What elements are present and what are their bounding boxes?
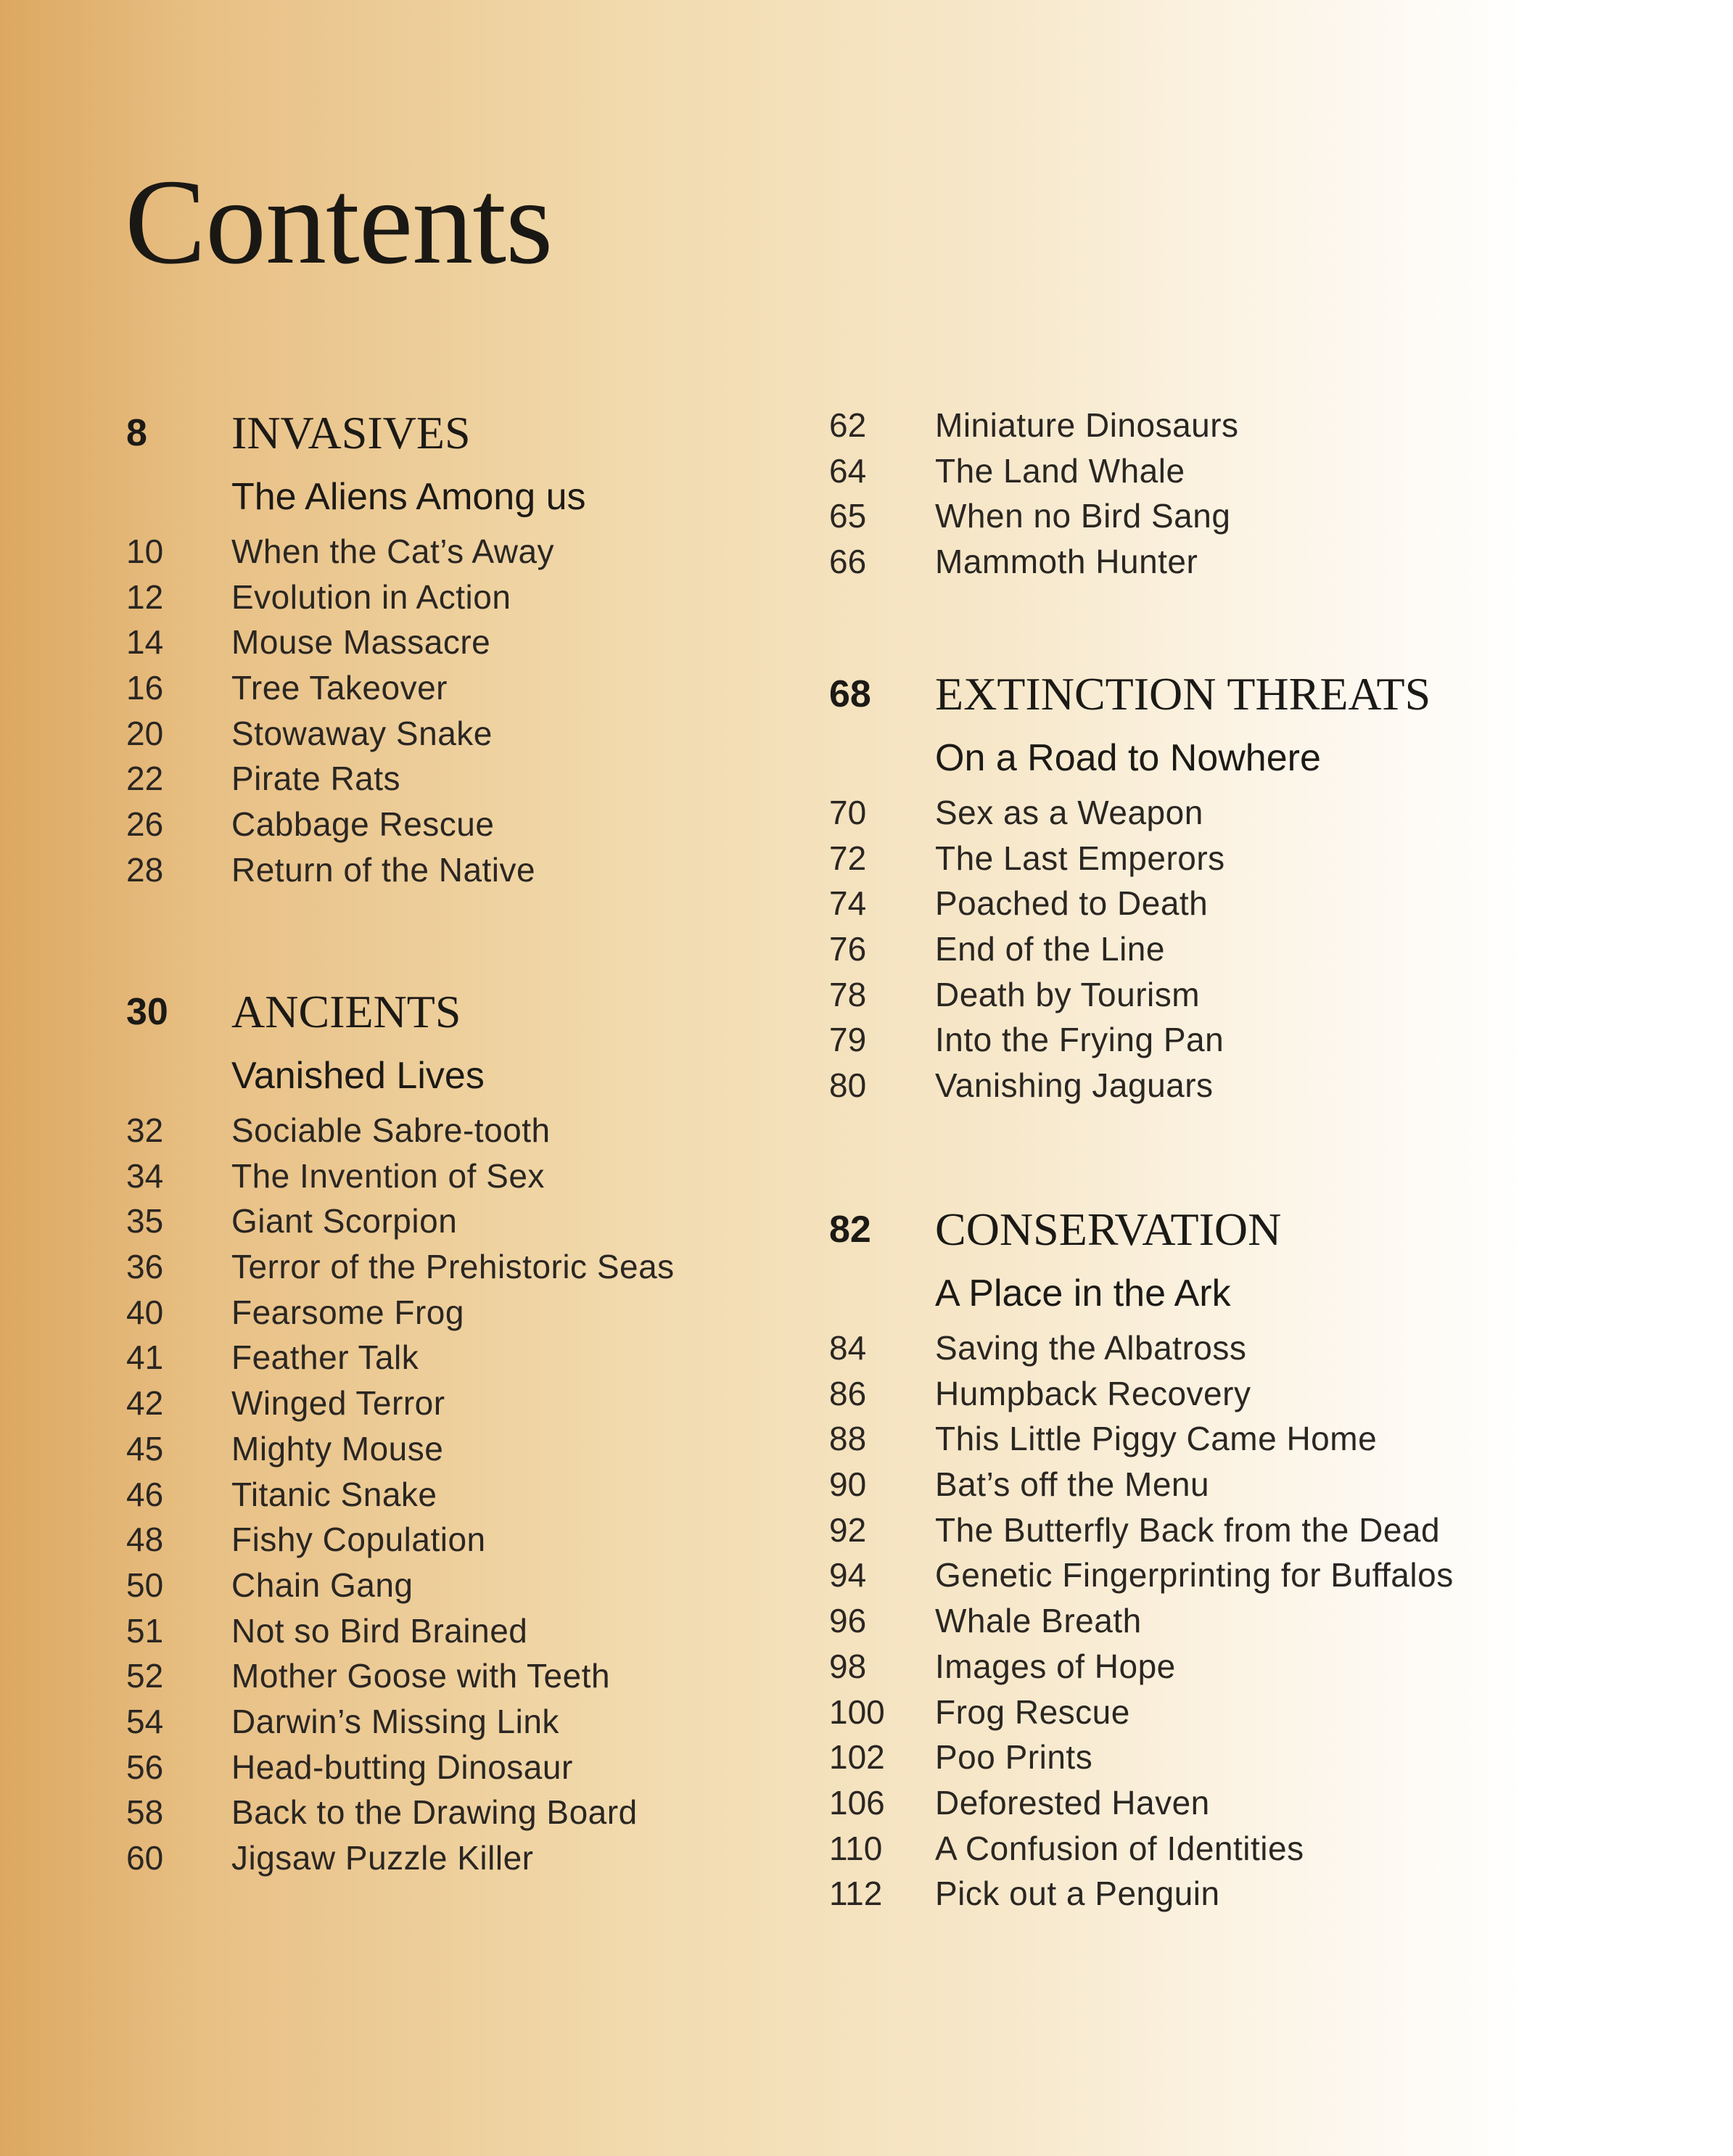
- entry-title: Chain Gang: [231, 1565, 413, 1604]
- entry-title: Terror of the Prehistoric Seas: [231, 1248, 675, 1286]
- entry-page-number: 78: [829, 975, 867, 1013]
- entry-title: Miniature Dinosaurs: [935, 406, 1239, 444]
- entry-page-number: 26: [126, 805, 164, 844]
- entry-title: Death by Tourism: [935, 975, 1201, 1013]
- entry-page-number: 51: [126, 1611, 164, 1650]
- entry-title: Not so Bird Brained: [231, 1611, 528, 1650]
- entry-title: Head-butting Dinosaur: [231, 1748, 573, 1786]
- entry-title: Pirate Rats: [231, 760, 401, 798]
- entry-page-number: 102: [829, 1738, 885, 1777]
- section-subtitle: Vanished Lives: [231, 1055, 485, 1097]
- entry-page-number: 92: [829, 1510, 867, 1549]
- entry-title: Giant Scorpion: [231, 1202, 458, 1240]
- entry-title: When the Cat’s Away: [231, 532, 555, 570]
- entry-title: Saving the Albatross: [935, 1329, 1247, 1367]
- entry-title: Cabbage Rescue: [231, 805, 495, 844]
- entry-page-number: 41: [126, 1338, 164, 1377]
- entry-title: Poached to Death: [935, 884, 1209, 923]
- section-heading: EXTINCTION THREATS: [935, 668, 1431, 720]
- entry-page-number: 35: [126, 1202, 164, 1240]
- entry-title: Poo Prints: [935, 1738, 1093, 1777]
- entry-title: Into the Frying Pan: [935, 1021, 1224, 1059]
- entry-page-number: 36: [126, 1248, 164, 1286]
- entry-page-number: 80: [829, 1066, 867, 1105]
- entry-page-number: 22: [126, 760, 164, 798]
- entry-page-number: 52: [126, 1657, 164, 1695]
- entry-page-number: 42: [126, 1384, 164, 1423]
- entry-title: This Little Piggy Came Home: [935, 1420, 1378, 1458]
- entry-page-number: 34: [126, 1156, 164, 1195]
- entry-page-number: 12: [126, 577, 164, 616]
- entry-title: Stowaway Snake: [231, 714, 493, 752]
- entry-title: Winged Terror: [231, 1384, 445, 1423]
- entry-title: Genetic Fingerprinting for Buffalos: [935, 1556, 1454, 1595]
- entry-page-number: 45: [126, 1429, 164, 1468]
- entry-title: Feather Talk: [231, 1338, 419, 1377]
- entry-page-number: 84: [829, 1329, 867, 1367]
- entry-page-number: 65: [829, 497, 867, 535]
- entry-page-number: 66: [829, 543, 867, 581]
- entry-title: Tree Takeover: [231, 669, 448, 707]
- entry-title: The Butterfly Back from the Dead: [935, 1510, 1441, 1549]
- entry-page-number: 100: [829, 1692, 885, 1731]
- entry-title: End of the Line: [935, 930, 1165, 968]
- entry-title: Mouse Massacre: [231, 623, 491, 662]
- entry-title: Images of Hope: [935, 1647, 1176, 1685]
- entry-page-number: 86: [829, 1374, 867, 1412]
- entry-page-number: 112: [829, 1875, 883, 1913]
- entry-page-number: 90: [829, 1465, 867, 1504]
- entry-page-number: 50: [126, 1565, 164, 1604]
- entry-title: The Land Whale: [935, 451, 1185, 490]
- entry-page-number: 79: [829, 1021, 867, 1059]
- entry-page-number: 88: [829, 1420, 867, 1458]
- entry-page-number: 60: [126, 1839, 164, 1877]
- entry-title: The Invention of Sex: [231, 1156, 545, 1195]
- entry-page-number: 62: [829, 406, 867, 444]
- entry-page-number: 56: [126, 1748, 164, 1786]
- entry-page-number: 106: [829, 1783, 885, 1822]
- entry-title: Mother Goose with Teeth: [231, 1657, 611, 1695]
- entry-title: Sociable Sabre-tooth: [231, 1111, 551, 1149]
- entry-title: Back to the Drawing Board: [231, 1793, 638, 1832]
- page-title: Contents: [125, 155, 553, 289]
- entry-title: A Confusion of Identities: [935, 1829, 1304, 1867]
- entry-page-number: 74: [829, 884, 867, 923]
- entry-title: Darwin’s Missing Link: [231, 1702, 559, 1740]
- entry-page-number: 54: [126, 1702, 164, 1740]
- entry-page-number: 76: [829, 930, 867, 968]
- entry-title: Pick out a Penguin: [935, 1875, 1220, 1913]
- entry-title: When no Bird Sang: [935, 497, 1231, 535]
- section-heading: ANCIENTS: [231, 986, 461, 1037]
- entry-title: Sex as a Weapon: [935, 794, 1203, 831]
- entry-page-number: 28: [126, 850, 164, 889]
- entry-title: The Last Emperors: [935, 839, 1225, 877]
- entry-title: Fishy Copulation: [231, 1521, 486, 1559]
- section-page-number: 82: [829, 1209, 871, 1251]
- entry-title: Mighty Mouse: [231, 1429, 444, 1468]
- entry-page-number: 20: [126, 714, 164, 752]
- entry-title: Humpback Recovery: [935, 1374, 1251, 1412]
- entry-title: Deforested Haven: [935, 1783, 1210, 1822]
- entry-title: Jigsaw Puzzle Killer: [231, 1839, 534, 1877]
- entry-title: Fearsome Frog: [231, 1293, 464, 1331]
- entry-page-number: 10: [126, 532, 164, 570]
- entry-page-number: 46: [126, 1475, 164, 1513]
- section-heading: INVASIVES: [231, 407, 471, 458]
- entry-page-number: 98: [829, 1647, 867, 1685]
- section-page-number: 8: [126, 412, 147, 454]
- section-page-number: 68: [829, 673, 871, 715]
- entry-page-number: 96: [829, 1602, 867, 1640]
- entry-page-number: 64: [829, 451, 867, 490]
- entry-title: Bat’s off the Menu: [935, 1465, 1210, 1504]
- entry-title: Evolution in Action: [231, 577, 511, 616]
- section-page-number: 30: [126, 991, 168, 1033]
- entry-page-number: 14: [126, 623, 164, 662]
- entry-title: Vanishing Jaguars: [935, 1066, 1214, 1105]
- entry-page-number: 16: [126, 669, 164, 707]
- section-heading: CONSERVATION: [935, 1204, 1282, 1255]
- entry-title: Titanic Snake: [231, 1475, 437, 1513]
- entry-page-number: 58: [126, 1793, 164, 1832]
- entry-page-number: 94: [829, 1556, 867, 1595]
- section-subtitle: The Aliens Among us: [231, 476, 586, 518]
- entry-title: Whale Breath: [935, 1602, 1142, 1640]
- entry-title: Return of the Native: [231, 850, 536, 889]
- entry-page-number: 40: [126, 1293, 164, 1331]
- section-subtitle: On a Road to Nowhere: [935, 737, 1321, 779]
- entry-title: Frog Rescue: [935, 1692, 1130, 1731]
- entry-page-number: 72: [829, 839, 867, 877]
- entry-page-number: 110: [829, 1829, 883, 1867]
- entry-page-number: 32: [126, 1111, 164, 1149]
- entry-page-number: 48: [126, 1521, 164, 1559]
- entry-page-number: 70: [829, 794, 867, 831]
- entry-title: Mammoth Hunter: [935, 543, 1198, 581]
- section-subtitle: A Place in the Ark: [935, 1272, 1231, 1314]
